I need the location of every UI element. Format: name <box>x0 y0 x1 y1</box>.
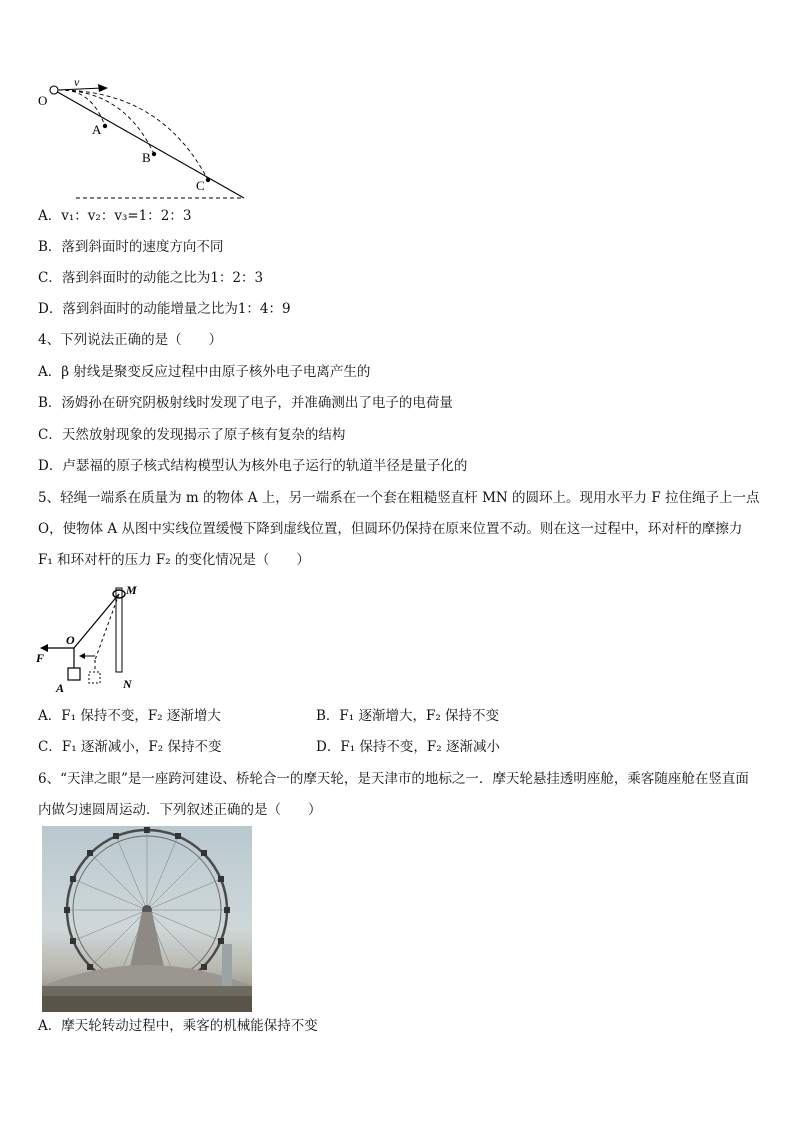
launch-ball <box>50 86 58 94</box>
velocity-arrow-head <box>98 84 108 92</box>
q4-option-d: D．卢瑟福的原子核式结构模型认为核外电子运行的轨道半径是量子化的 <box>38 458 468 474</box>
label-b: B <box>142 150 151 165</box>
q3-option-b: B．落到斜面时的速度方向不同 <box>38 239 224 255</box>
q3-option-c: C．落到斜面时的动能之比为1：2：3 <box>38 270 264 286</box>
label-c: C <box>196 178 205 193</box>
incline-line <box>54 90 244 198</box>
q5-stem: 5、轻绳一端系在质量为 m 的物体 A 上，另一端系在一个套在粗糙竖直杆 MN 的圆环上。现用水平力 F 拉住绳子上一点 O，使物体 A 从图中实线位置缓慢下降到虚线位置，但圆环仍保持在原来位置不动。则在这一过程中，环对杆的摩擦力 F₁ 和环对杆的压力 F₂ 的变化情况是（ ） <box>38 490 760 568</box>
q4-option-b: B．汤姆孙在研究阴极射线时发现了电子，并准确测出了电子的电荷量 <box>38 395 453 411</box>
rope-upper-dashed <box>95 594 119 660</box>
q5-option-b: B．F₁ 逐渐增大，F₂ 保持不变 <box>316 708 500 724</box>
q3-option-d: D．落到斜面时的动能增量之比为1：4：9 <box>38 301 291 317</box>
trajectory-b <box>58 90 154 154</box>
q6-stem: 6、“天津之眼”是一座跨河建设、桥轮合一的摩天轮，是天津市的地标之一．摩天轮悬挂透明座舱，乘客随座舱在竖直面内做匀速圆周运动．下列叙述正确的是（ ） <box>38 771 749 818</box>
label-n: N <box>123 677 132 691</box>
label-v: v <box>74 78 80 89</box>
rope-upper-solid <box>74 594 119 648</box>
point-b-dot <box>152 152 156 156</box>
block-dashed <box>89 672 100 683</box>
rope-ring-figure <box>34 582 144 697</box>
label-o: O <box>38 93 48 108</box>
q4-option-c: C．天然放射现象的发现揭示了原子核有复杂的结构 <box>38 427 346 443</box>
q5-option-c: C．F₁ 逐渐减小，F₂ 保持不变 <box>38 739 222 755</box>
q5-option-a: A．F₁ 保持不变，F₂ 逐渐增大 <box>38 708 221 724</box>
label-f: F <box>36 651 45 665</box>
incline-projectile-figure <box>36 78 251 203</box>
label-a: A <box>92 122 102 137</box>
trajectory-a <box>58 90 105 126</box>
q3-option-a: A．v₁：v₂：v₃=1：2：3 <box>38 208 192 224</box>
point-c-dot <box>206 178 210 182</box>
label-m: M <box>126 583 137 597</box>
tianjin-eye-photo <box>42 826 252 1012</box>
ferris-wheel-illustration <box>42 826 252 1012</box>
q5-option-d: D．F₁ 保持不变，F₂ 逐渐减小 <box>316 739 500 755</box>
q4-option-a: A．β 射线是聚变反应过程中由原子核外电子电离产生的 <box>38 364 371 380</box>
block-a <box>68 668 80 680</box>
label-o-point: O <box>66 633 75 647</box>
point-a-dot <box>103 124 107 128</box>
q4-stem: 4、下列说法正确的是（ ） <box>38 332 223 348</box>
velocity-arrow <box>58 88 102 90</box>
q6-option-a: A．摩天轮转动过程中，乘客的机械能保持不变 <box>38 1018 318 1034</box>
label-a-block: A <box>56 681 65 695</box>
force-dashed-arrow-head <box>79 653 85 659</box>
